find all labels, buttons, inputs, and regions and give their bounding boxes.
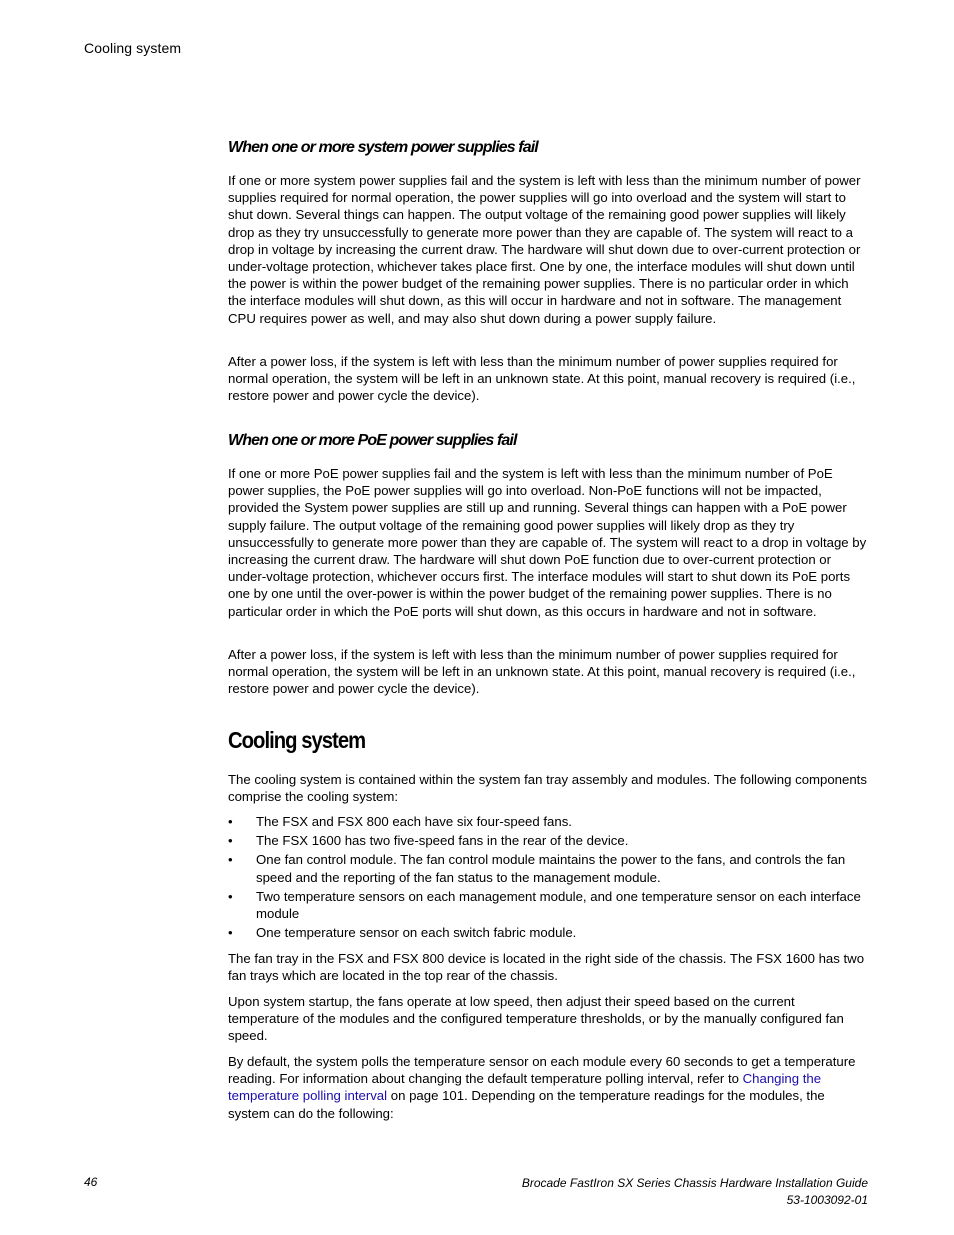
- poe-supply-fail-paragraph-1: If one or more PoE power supplies fail and the system is left with less than the minimum number of PoE power supplies, the PoE power supplies will go into overload. Non-PoE functions will not be impacted, provided the System power supplies are still up and running. Several things can happen with a PoE power supply failure. The output voltage of the remaining good power supplies will likely drop as they try unsuccessfully to generate more power than they are capable of. The system will react to a drop in voltage by increasing the current draw. The hardware will shut down PoE function due to over-current protection or under-voltage protection, whichever occurs first. The interface modules will start to shut down its PoE ports one by one until the over-power is within the power budget of the remaining power supplies. There is no particular order in which the PoE ports will shut down, as this occurs in hardware and not in software.: [228, 466, 867, 619]
- fan-tray-paragraph: The fan tray in the FSX and FSX 800 device is located in the right side of the chassis. The FSX 1600 has two fan trays which are located in the top rear of the chassis.: [228, 951, 865, 984]
- startup-paragraph: Upon system startup, the fans operate at low speed, then adjust their speed based on the current temperature of the modules and the configured temperature thresholds, or by the manually configured fan speed.: [228, 994, 844, 1044]
- power-supply-fail-paragraph-2: After a power loss, if the system is left with less than the minimum number of power supplies required for normal operation, the system will be left in an unknown state. At this point, manual recovery is required (i.e., restore power and power cycle the device).: [228, 354, 856, 404]
- bullet-icon: •: [228, 888, 233, 904]
- power-supply-fail-heading: When one or more system power supplies fail: [228, 139, 538, 156]
- list-item: • The FSX 1600 has two five-speed fans in the rear of the device.: [228, 833, 629, 849]
- list-item: • One fan control module. The fan control module maintains the power to the fans, and controls the fan speed and the reporting of the fan status to the management module.: [228, 852, 846, 885]
- polling-paragraph: By default, the system polls the temperature sensor on each module every 60 seconds to get a temperature reading. For information about changing the default temperature polling interval, refer to Changing the temperature polling interval on page 101. Depending on the temperature readings for the modules, the system can do the following:: [228, 1054, 856, 1121]
- poe-supply-fail-paragraph-2: After a power loss, if the system is left with less than the minimum number of power supplies required for normal operation, the system will be left in an unknown state. At this point, manual recovery is required (i.e., restore power and power cycle the device).: [228, 647, 856, 697]
- page-number: 46: [84, 1175, 98, 1189]
- list-item: • One temperature sensor on each switch fabric module.: [228, 925, 577, 941]
- bullet-icon: •: [228, 925, 233, 941]
- footer-doc-title: Brocade FastIron SX Series Chassis Hardware Installation Guide: [521, 1176, 868, 1190]
- running-header: Cooling system: [84, 40, 182, 56]
- footer-doc-info: [522, 1175, 868, 1209]
- footer-doc-number: 53-1003092-01: [786, 1193, 868, 1207]
- cooling-intro-paragraph: The cooling system is contained within the system fan tray assembly and modules. The following components comprise the cooling system:: [228, 772, 867, 805]
- bullet-icon: •: [228, 814, 233, 829]
- poe-supply-fail-heading: When one or more PoE power supplies fail: [228, 432, 517, 449]
- list-item: • The FSX and FSX 800 each have six four-speed fans.: [228, 814, 572, 829]
- cooling-system-title: Cooling system: [228, 727, 366, 753]
- bullet-icon: •: [228, 833, 233, 849]
- list-item: • Two temperature sensors on each management module, and one temperature sensor on each interface module: [228, 888, 861, 922]
- power-supply-fail-paragraph-1: If one or more system power supplies fail and the system is left with less than the minimum number of power supplies required for normal operation, the power supplies will go into overload and the system will start to shut down. Several things can happen. The output voltage of the remaining good power supplies will likely drop as they try unsuccessfully to generate more power than they are capable of. The system will react to a drop in voltage by increasing the current draw. The hardware will shut down due to over-current protection or under-voltage protection, whichever takes place first. One by one, the interface modules will shut down until the power is within the power budget of the remaining power supplies. There is no particular order in which the interface modules will shut down, as this will occur in hardware and not in software. The management CPU requires power as well, and may also shut down during a power supply failure.: [228, 173, 861, 326]
- cooling-components-list: [228, 813, 868, 943]
- bullet-icon: •: [228, 852, 233, 868]
- polling-interval-link[interactable]: Changing the temperature polling interval: [228, 1071, 822, 1104]
